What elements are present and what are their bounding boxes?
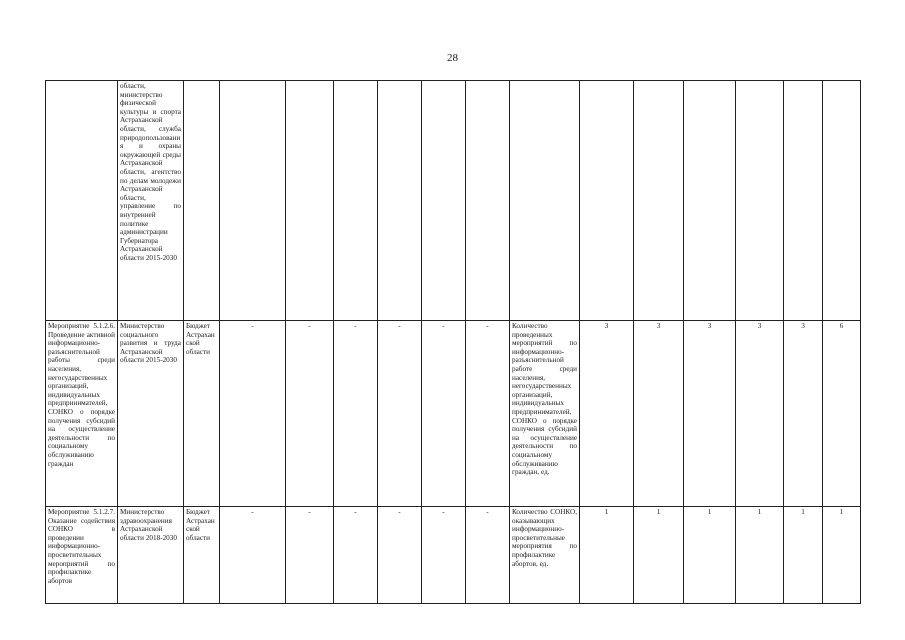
value-cell: 1: [580, 507, 634, 604]
value-cell: 1: [784, 507, 823, 604]
measure-cell: Мероприятие 5.1.2.6. Проведение активной информационно-разъяснительной работы среди населения, негосударственных организаций, индивидуальных предпринимателей, СОНКО о порядке получения субсидий на осуществление деятельности по социальному обслуживанию граждан: [46, 321, 118, 507]
funding-cell: [334, 81, 378, 321]
source-cell: [184, 81, 220, 321]
funding-cell: -: [378, 321, 422, 507]
value-cell: 3: [580, 321, 634, 507]
funding-cell: -: [220, 321, 286, 507]
funding-cell: -: [334, 321, 378, 507]
value-cell: 1: [823, 507, 861, 604]
value-cell: 3: [684, 321, 736, 507]
funding-cell: -: [286, 321, 334, 507]
funding-cell: -: [422, 321, 466, 507]
funding-cell: [378, 81, 422, 321]
value-cell: [580, 81, 634, 321]
value-cell: 3: [736, 321, 784, 507]
value-cell: [634, 81, 684, 321]
funding-cell: [422, 81, 466, 321]
value-cell: 1: [634, 507, 684, 604]
executor-cell: области, министерство физической культуры и спорта Астраханской области, служба природопользования и охраны окружающей среды Астраханской области, агентство по делам молодежи Астраханской области, управление по внутренней политике администрации Губернатора Астраханской области 2015-2030: [118, 81, 184, 321]
funding-cell: [466, 81, 510, 321]
measure-cell: [46, 81, 118, 321]
value-cell: 6: [823, 321, 861, 507]
value-cell: 1: [736, 507, 784, 604]
value-cell: 3: [784, 321, 823, 507]
funding-cell: -: [422, 507, 466, 604]
funding-cell: -: [220, 507, 286, 604]
program-table: [45, 80, 861, 604]
table-row: [46, 321, 861, 507]
executor-cell: Министерство социального развития и труда Астраханской области 2015-2030: [118, 321, 184, 507]
source-cell: Бюджет Астраханской области: [184, 321, 220, 507]
indicator-cell: Количество проведенных мероприятий по информационно-разъяснительной работе среди населения, негосударственных организаций, индивидуальных предпринимателей, СОНКО о порядке получения субсидий на осуществление деятельности по социальному обслуживанию граждан, ед.: [510, 321, 580, 507]
value-cell: [736, 81, 784, 321]
value-cell: 1: [684, 507, 736, 604]
funding-cell: -: [466, 507, 510, 604]
executor-cell: Министерство здравоохранения Астраханской области 2018-2030: [118, 507, 184, 604]
table-row: [46, 507, 861, 604]
indicator-cell: [510, 81, 580, 321]
page-number: 28: [447, 52, 458, 64]
source-cell: Бюджет Астраханской области: [184, 507, 220, 604]
value-cell: [684, 81, 736, 321]
funding-cell: [220, 81, 286, 321]
value-cell: [784, 81, 823, 321]
funding-cell: -: [466, 321, 510, 507]
funding-cell: -: [334, 507, 378, 604]
funding-cell: -: [378, 507, 422, 604]
measure-cell: Мероприятие 5.1.2.7. Оказание содействия СОНКО в проведении информационно-просветительных мероприятий по профилактике абортов: [46, 507, 118, 604]
indicator-cell: Количество СОНКО, оказывающих информационно-просветительные мероприятия по профилактике абортов, ед.: [510, 507, 580, 604]
table-row: [46, 81, 861, 321]
value-cell: [823, 81, 861, 321]
funding-cell: -: [286, 507, 334, 604]
funding-cell: [286, 81, 334, 321]
value-cell: 3: [634, 321, 684, 507]
